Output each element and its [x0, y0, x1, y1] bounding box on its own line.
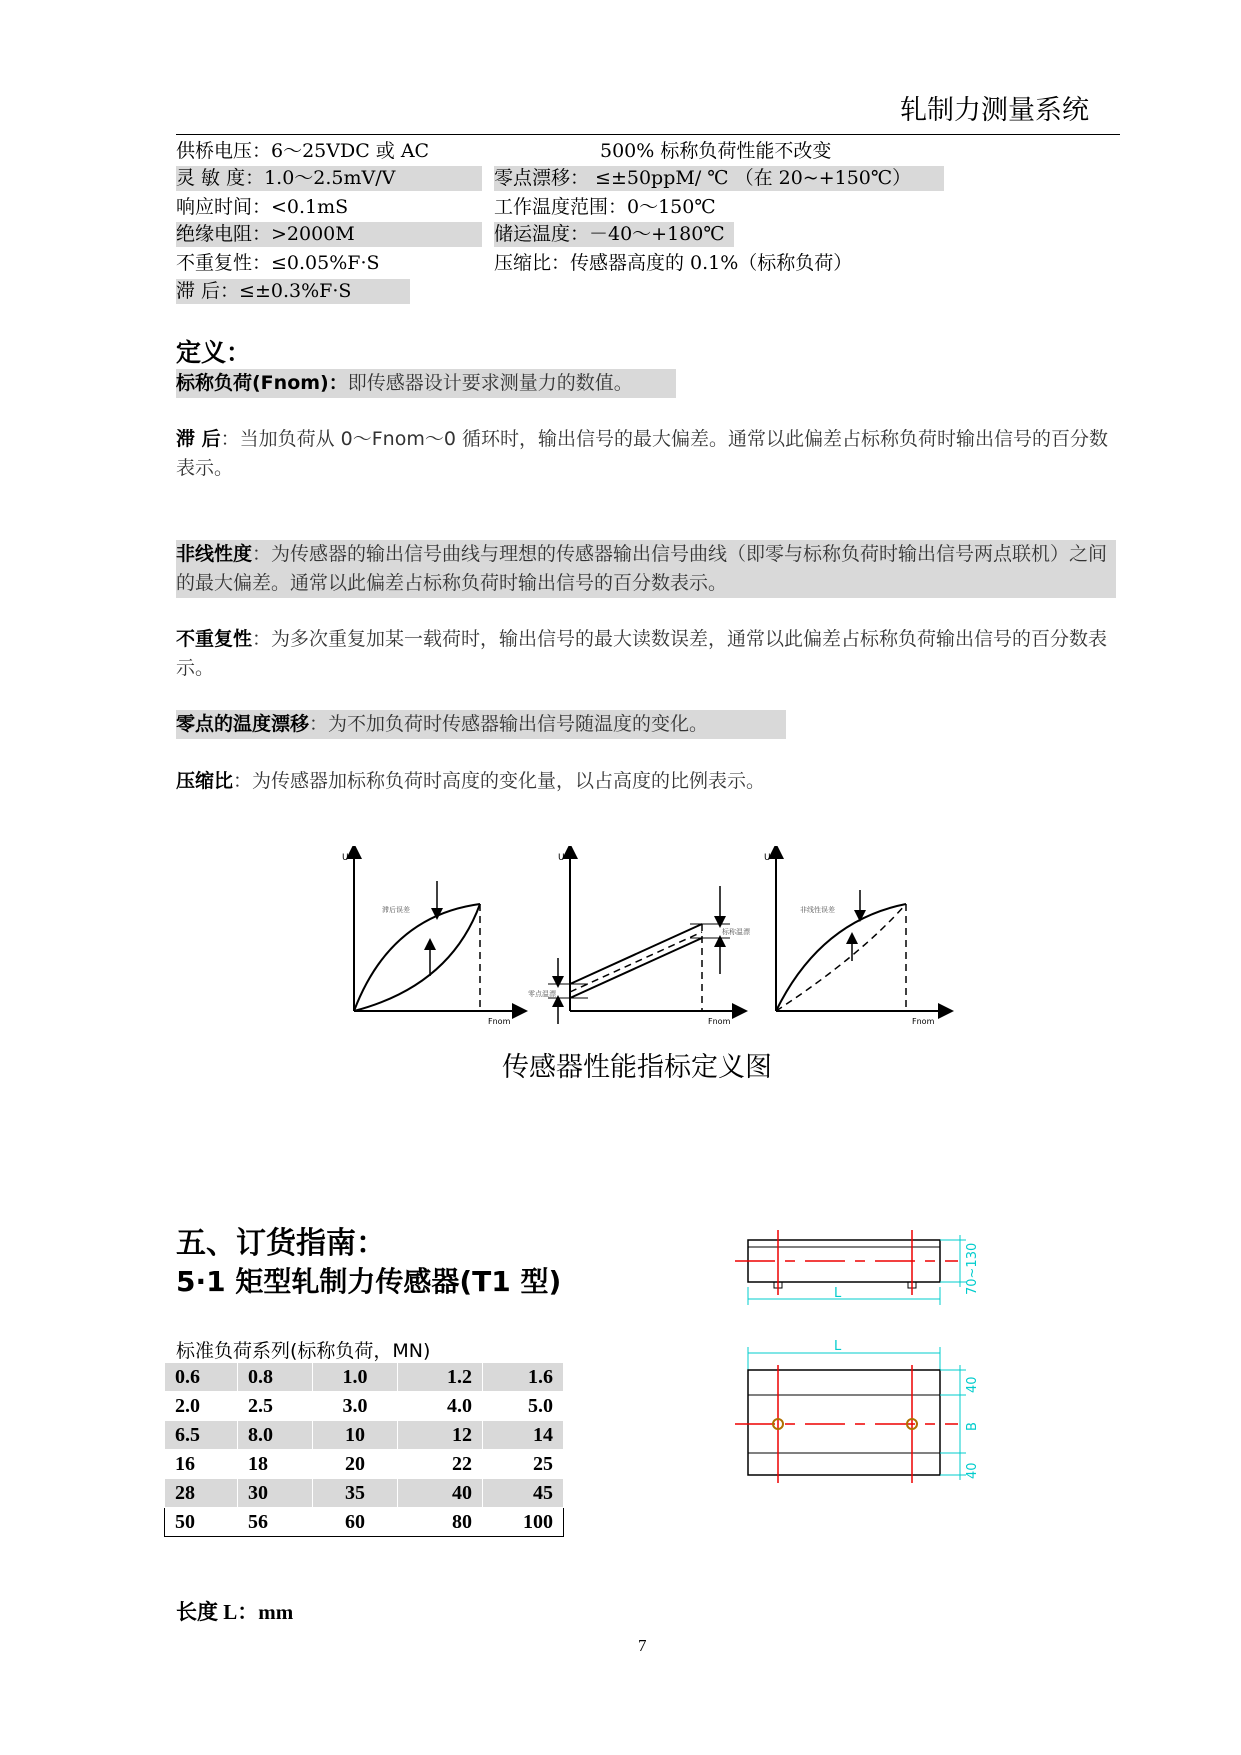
x-axis-label: Fnom — [708, 1017, 731, 1026]
table-row — [165, 1450, 564, 1479]
table-cell: 22 — [398, 1450, 483, 1479]
page-header-title: 轧制力测量系统 — [900, 95, 1089, 126]
table-cell: 5.0 — [483, 1392, 564, 1421]
definition-text: ：当加负荷从 0～Fnom～0 循环时，输出信号的最大偏差。通常以此偏差占标称负荷时输出信号的百分数表示。 — [176, 428, 1108, 479]
side-view — [735, 1230, 980, 1305]
spec-storage-temp: 储运温度：－40～+180℃ — [494, 222, 734, 247]
table-cell: 1.6 — [483, 1363, 564, 1392]
definition-text: ：为不加负荷时传感器输出信号随温度的变化。 — [309, 713, 709, 735]
table-cell: 3.0 — [313, 1392, 398, 1421]
definition-term: 滞 后 — [176, 428, 221, 450]
table-cell: 0.8 — [238, 1363, 313, 1392]
table-cell: 30 — [238, 1479, 313, 1508]
length-label: 长度 L：mm — [176, 1600, 294, 1624]
table-cell: 16 — [165, 1450, 238, 1479]
table-cell: 14 — [483, 1421, 564, 1450]
label-nominal-temp-drift: 标称温漂 — [722, 928, 750, 936]
table-row — [165, 1392, 564, 1421]
spec-hysteresis: 滞 后：≤±0.3%F·S — [176, 279, 410, 304]
header-rule — [176, 134, 1120, 135]
spec-sensitivity: 灵 敏 度：1.0～2.5mV/V — [176, 166, 482, 191]
performance-definition-figure — [330, 846, 960, 1026]
table-cell: 6.5 — [165, 1421, 238, 1450]
table-cell: 2.5 — [238, 1392, 313, 1421]
subsection-heading-t1: 5·1 矩型轧制力传感器(T1 型) — [176, 1265, 562, 1298]
spec-repeatability: 不重复性：≤0.05%F·S — [176, 252, 380, 274]
spec-operating-temp: 工作温度范围：0～150℃ — [494, 196, 716, 218]
definition-term: 不重复性 — [176, 628, 253, 650]
table-cell: 0.6 — [165, 1363, 238, 1392]
dimension-height: 70~130 — [965, 1242, 980, 1295]
table-cell: 60 — [313, 1508, 398, 1537]
table-cell: 80 — [398, 1508, 483, 1537]
x-axis-label: Fnom — [488, 1017, 511, 1026]
section-heading-ordering: 五、订货指南： — [176, 1226, 386, 1261]
dimension-40-bottom: 40 — [965, 1462, 980, 1479]
table-row — [165, 1479, 564, 1508]
label-zero-temp-drift: 零点温漂 — [528, 990, 556, 998]
table-cell: 28 — [165, 1479, 238, 1508]
definition-term: 压缩比 — [176, 770, 234, 792]
nonlinearity-diagram — [764, 851, 946, 1026]
hysteresis-diagram — [342, 851, 520, 1026]
dimension-L-top: L — [834, 1339, 842, 1354]
label-hysteresis-error: 滞后误差 — [382, 906, 410, 914]
y-axis-label: U — [342, 853, 349, 863]
table-cell: 8.0 — [238, 1421, 313, 1450]
label-nonlinearity-error: 非线性误差 — [800, 906, 835, 914]
table-cell: 50 — [165, 1508, 238, 1537]
table-cell: 4.0 — [398, 1392, 483, 1421]
table-cell: 2.0 — [165, 1392, 238, 1421]
definition-text: ：为传感器的输出信号曲线与理想的传感器输出信号曲线（即零与标称负荷时输出信号两点联机）之间的最大偏差。通常以此偏差占标称负荷时输出信号的百分数表示。 — [176, 543, 1108, 594]
dimension-40-top: 40 — [965, 1376, 980, 1393]
definitions-heading: 定义： — [176, 338, 252, 367]
table-cell: 100 — [483, 1508, 564, 1537]
definition-zero-temp-drift — [176, 710, 786, 739]
table-cell: 1.0 — [313, 1363, 398, 1392]
table-cell: 10 — [313, 1421, 398, 1450]
definition-repeatability — [176, 625, 1116, 683]
definition-text: ：为多次重复加某一载荷时，输出信号的最大读数误差，通常以此偏差占标称负荷输出信号的百分数表示。 — [176, 628, 1108, 679]
temperature-drift-diagram — [528, 851, 750, 1026]
definition-hysteresis — [176, 425, 1116, 483]
table-cell: 45 — [483, 1479, 564, 1508]
dimension-L-side: L — [834, 1286, 842, 1301]
spec-zero-drift: 零点漂移： ≤±50ppM/ ℃ （在 20~+150℃） — [494, 166, 944, 191]
table-cell: 12 — [398, 1421, 483, 1450]
table-cell: 25 — [483, 1450, 564, 1479]
spec-supply-voltage: 供桥电压：6～25VDC 或 AC — [176, 140, 430, 162]
table-cell: 56 — [238, 1508, 313, 1537]
spec-insulation: 绝缘电阻：>2000M — [176, 222, 482, 247]
spec-compression: 压缩比：传感器高度的 0.1%（标称负荷） — [494, 252, 853, 274]
page-number: 7 — [638, 1636, 647, 1655]
definition-term: 零点的温度漂移 — [176, 713, 310, 735]
spec-overload: 500% 标称负荷性能不改变 — [600, 140, 832, 162]
table-cell: 1.2 — [398, 1363, 483, 1392]
table-cell: 40 — [398, 1479, 483, 1508]
top-view — [735, 1339, 980, 1483]
table-row — [165, 1421, 564, 1450]
definition-term: 非线性度 — [176, 543, 253, 565]
definition-text: ：为传感器加标称负荷时高度的变化量，以占高度的比例表示。 — [233, 770, 766, 792]
y-axis-label: U — [764, 853, 771, 863]
definition-compression — [176, 767, 1116, 796]
table-cell: 18 — [238, 1450, 313, 1479]
table-cell: 20 — [313, 1450, 398, 1479]
standard-load-table — [164, 1362, 564, 1537]
y-axis-label: U — [558, 853, 565, 863]
definition-term: 标称负荷(Fnom)： — [176, 372, 348, 394]
table-cell: 35 — [313, 1479, 398, 1508]
figure-caption: 传感器性能指标定义图 — [502, 1052, 772, 1083]
definition-text: 即传感器设计要求测量力的数值。 — [347, 372, 633, 394]
definition-nonlinearity — [176, 540, 1116, 598]
t1-sensor-drawing — [730, 1225, 990, 1485]
definition-nominal-load — [176, 369, 676, 398]
load-series-title: 标准负荷系列(标称负荷，MN) — [176, 1340, 431, 1362]
table-row — [165, 1363, 564, 1392]
table-row — [165, 1508, 564, 1537]
x-axis-label: Fnom — [912, 1017, 935, 1026]
spec-response-time: 响应时间：<0.1mS — [176, 196, 349, 218]
dimension-B: B — [965, 1422, 980, 1431]
